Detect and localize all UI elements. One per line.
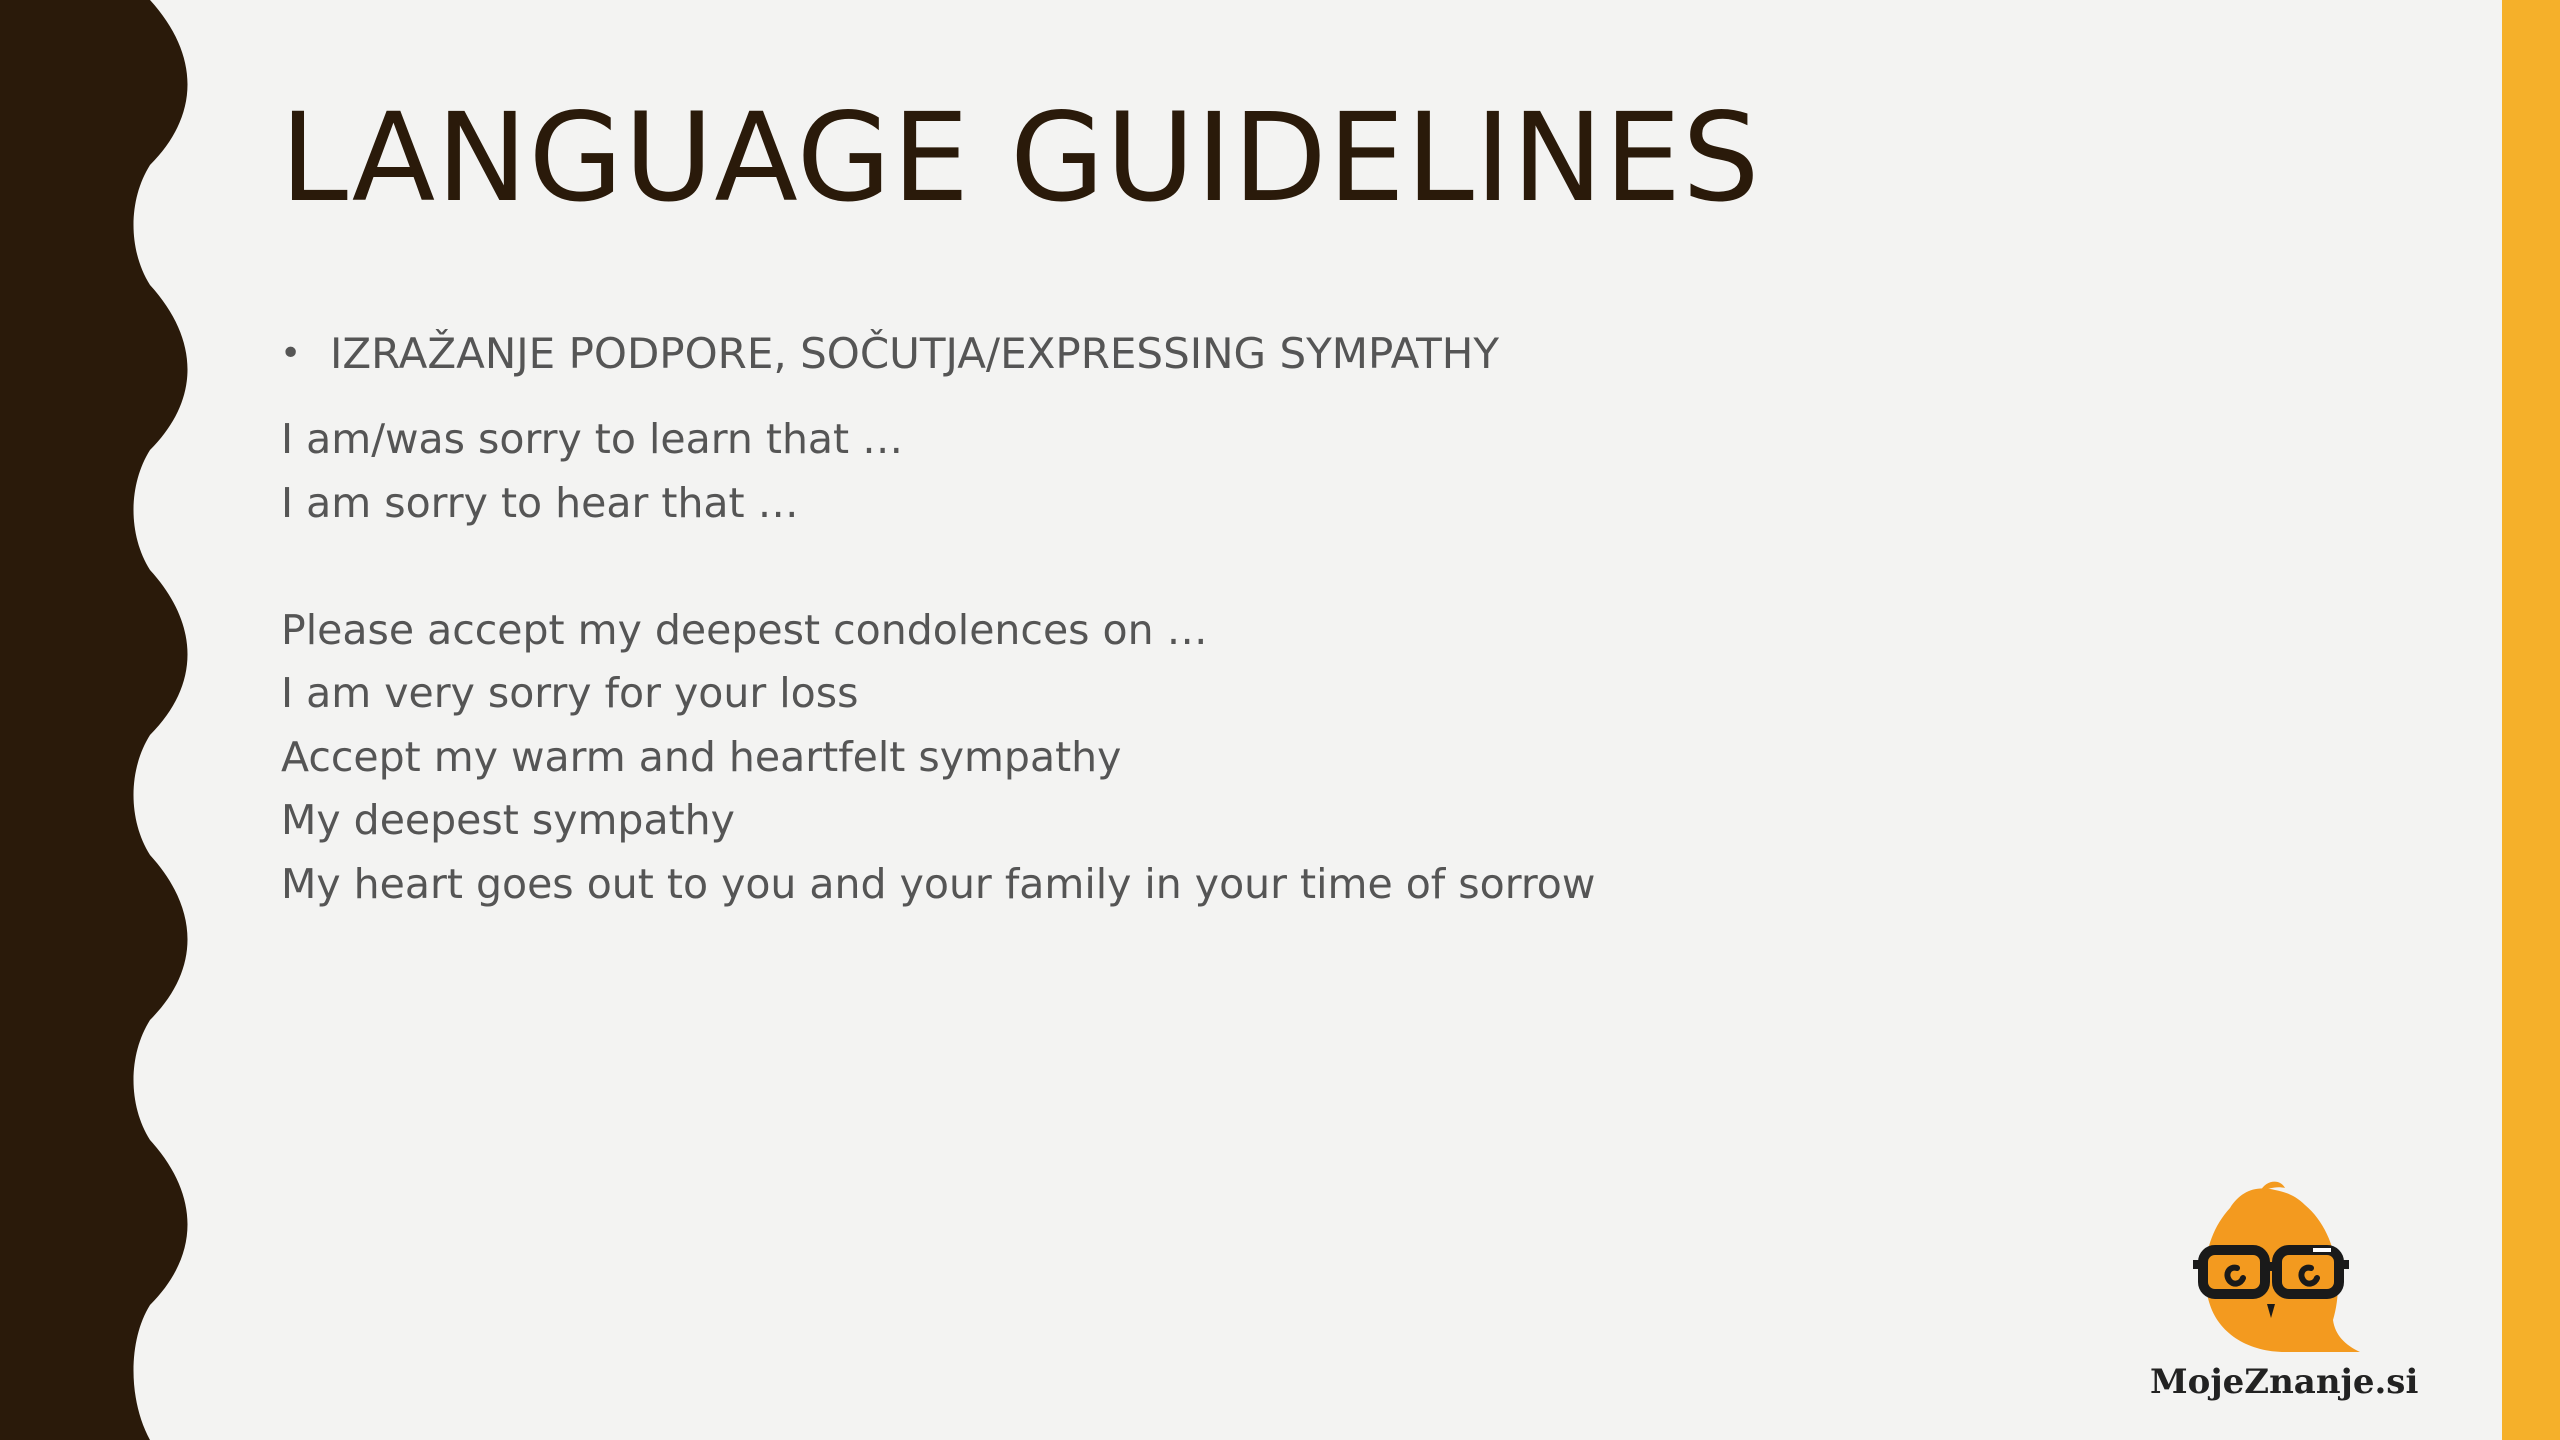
phrase-item: I am very sorry for your loss: [281, 669, 859, 717]
slide-title: LANGUAGE GUIDELINES: [280, 87, 1761, 229]
phrase-item: I am sorry to hear that …: [281, 478, 799, 527]
phrase-spacer: [281, 535, 1595, 599]
accent-bar: [2502, 0, 2560, 1440]
bullet-marker: •: [280, 333, 302, 374]
brand-logo: [2150, 1180, 2419, 1420]
phrase-list: [281, 408, 1595, 916]
phrase-item: Please accept my deepest condolences on …: [281, 605, 1208, 654]
wave-band-shape: [0, 0, 188, 1440]
owl-with-glasses-icon: [2185, 1180, 2365, 1365]
phrase-item: My deepest sympathy: [281, 796, 735, 844]
bullet-heading: [280, 326, 1499, 382]
phrase-item: Accept my warm and heartfelt sympathy: [281, 732, 1122, 781]
phrase-item: My heart goes out to you and your family in your time of sorrow: [281, 859, 1596, 908]
phrase-item: I am/was sorry to learn that …: [281, 415, 904, 463]
brand-logo-text: MojeZnanje.si: [2150, 1362, 2419, 1402]
bullet-heading-text: IZRAŽANJE PODPORE, SOČUTJA/EXPRESSING SYMPATHY: [330, 329, 1500, 378]
wave-band-decoration: [0, 0, 200, 1440]
